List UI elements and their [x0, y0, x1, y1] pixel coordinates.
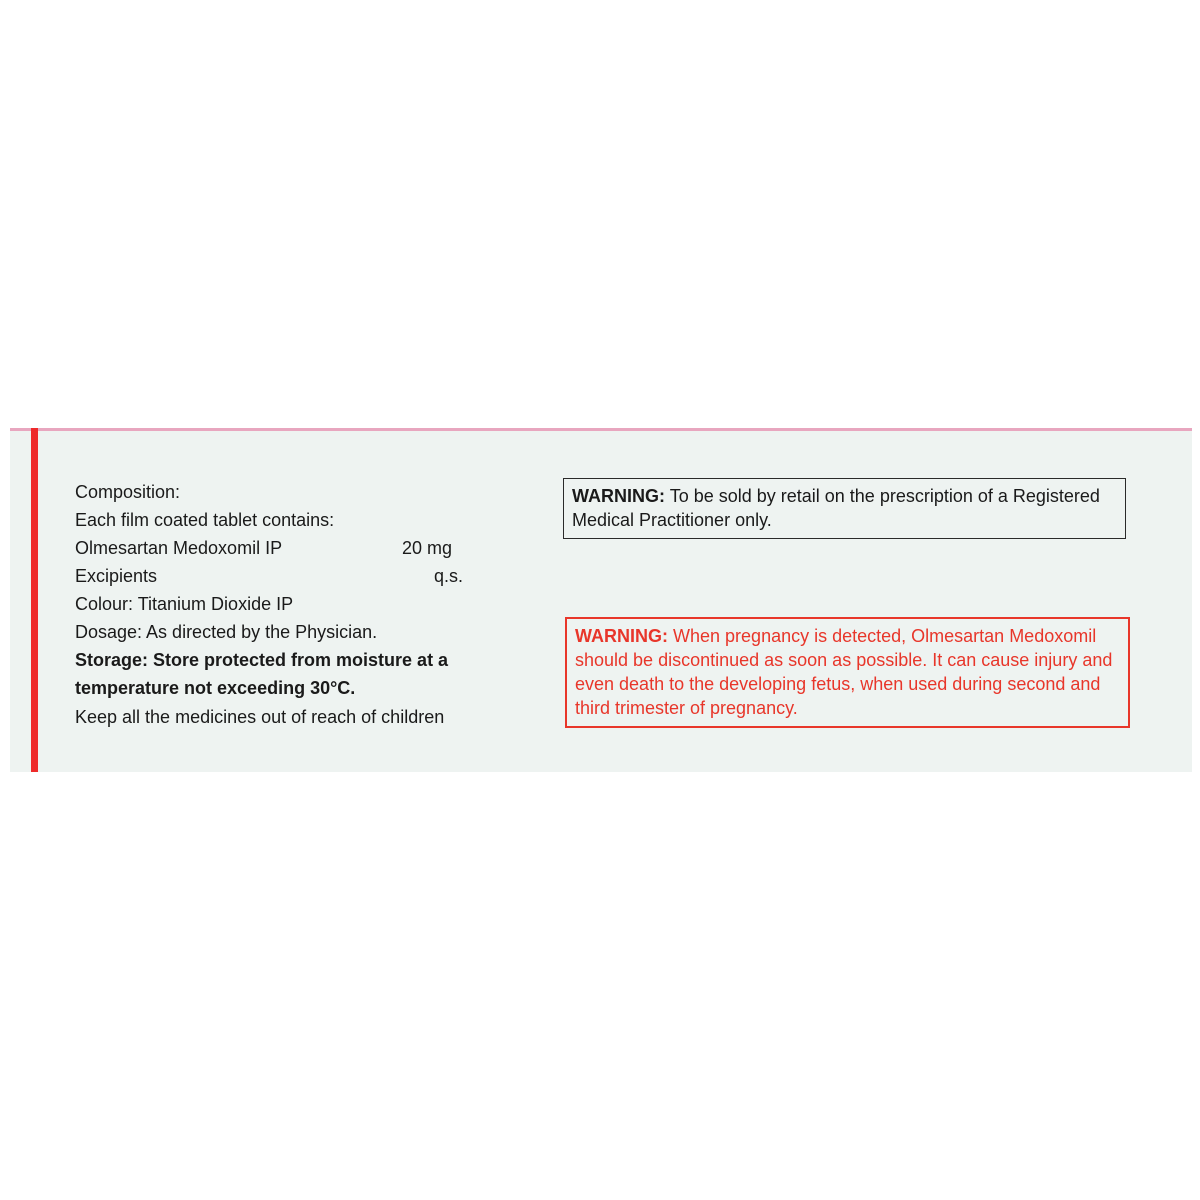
warning-text: When pregnancy is detected, Olmesartan Medoxomil should be discontinued as soon as possible. It can cause injury and even death to the developing fetus, when used during second and third trimester of pregnancy. — [575, 626, 1113, 718]
warning-label: WARNING: — [572, 486, 665, 506]
warning-text: To be sold by retail on the prescription of a Registered Medical Practitioner only. — [572, 486, 1100, 530]
storage-instructions: Storage: Store protected from moisture at a temperature not exceeding 30°C. — [75, 650, 449, 698]
colour-line: Colour: Titanium Dioxide IP — [75, 594, 294, 614]
pregnancy-warning-box — [565, 617, 1130, 728]
dosage-line: Dosage: As directed by the Physician. — [75, 622, 378, 642]
ingredient-name: Excipients — [75, 566, 158, 586]
ingredient-amount: q.s. — [433, 566, 463, 586]
red-accent-stripe — [31, 428, 38, 772]
ingredient-amount: 20 mg — [401, 538, 452, 558]
keep-away-notice: Keep all the medicines out of reach of children — [75, 707, 445, 727]
warning-label: WARNING: — [575, 626, 668, 646]
ingredient-name: Olmesartan Medoxomil IP — [75, 538, 283, 558]
ingredient-row — [75, 562, 495, 590]
ingredient-row — [75, 534, 495, 562]
prescription-warning-box — [563, 478, 1126, 539]
composition-heading: Composition: — [75, 482, 181, 502]
composition-block — [75, 478, 495, 731]
composition-intro: Each film coated tablet contains: — [75, 510, 335, 530]
